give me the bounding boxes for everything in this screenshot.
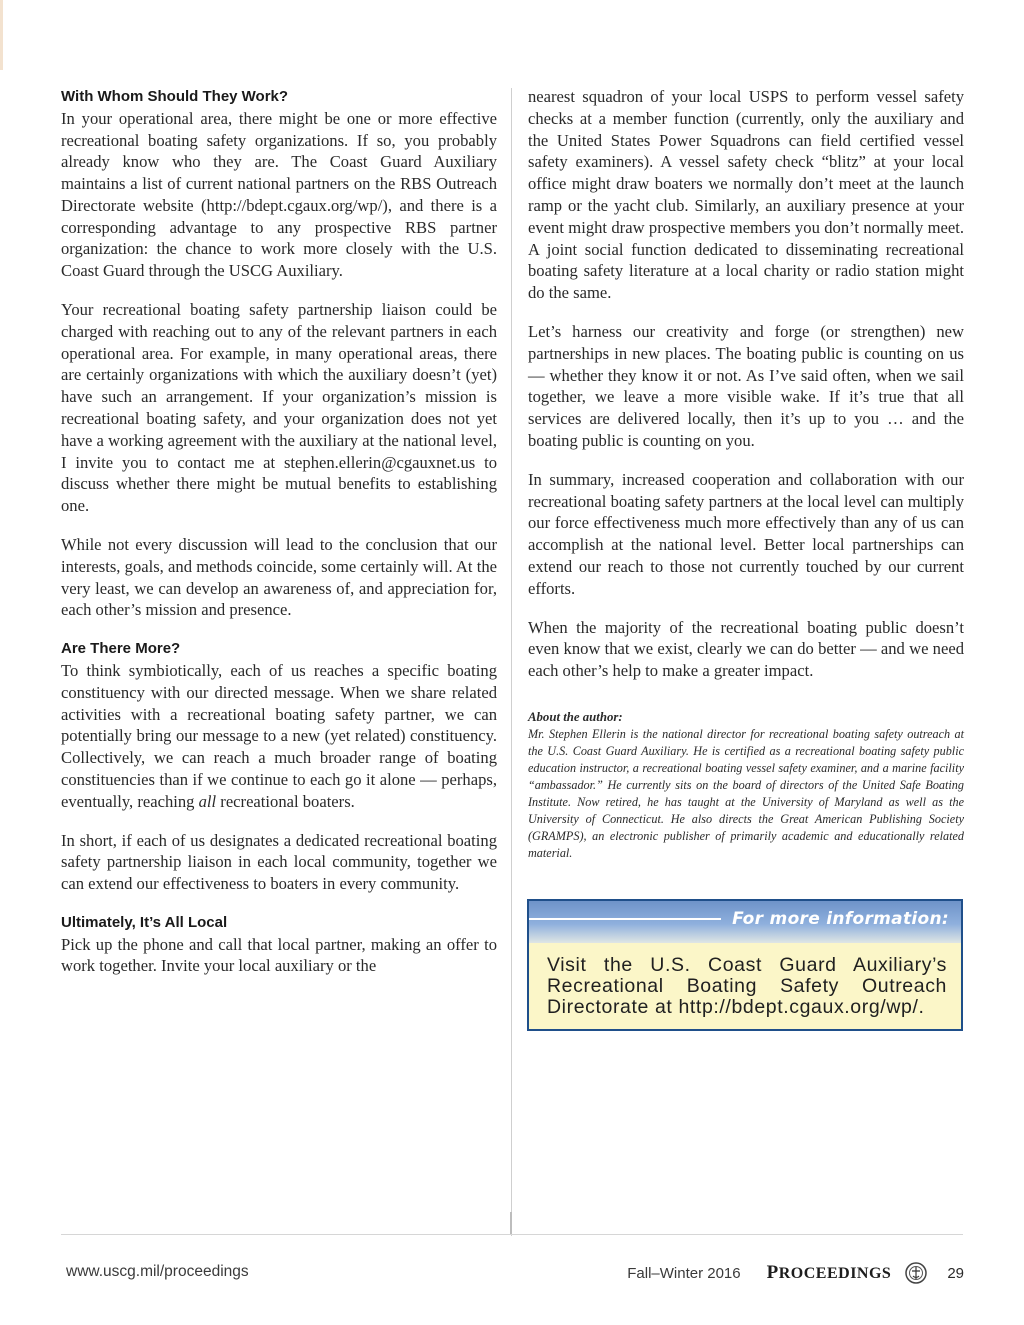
- right-column: [528, 86, 964, 862]
- info-box-title: For more information:: [732, 909, 949, 929]
- footer-right: [627, 1262, 964, 1284]
- section-heading-with-whom: With Whom Should They Work?: [61, 88, 289, 105]
- about-author-text: Mr. Stephen Ellerin is the national director for recreational boating safety outreach at the U.S. Coast Guard Auxiliary. He is certified as a recreational boating safety public education instructor, a recreational boating vessel safety examiner, and a marine facility “ambassador.” He currently sits on the board of directors of the United Safe Boating Institute. Now retired, he has taught at the University of Maryland as well as the University of Connecticut. He also directs the Great American Publishing Society (GRAMPS), an electronic publisher of primarily academic and educationally related material.: [528, 726, 964, 860]
- column-divider: [511, 88, 512, 1236]
- info-box-rule: [529, 918, 721, 920]
- paragraph: When the majority of the recreational boating public doesn’t even know that we exist, clearly we can do better — and we need each other’s help to make a greater impact.: [528, 617, 964, 681]
- paragraph: While not every discussion will lead to the conclusion that our interests, goals, and methods coincide, some certainly will. At the very least, we can develop an awareness of, and appreciation for, each other’s mission and presence.: [61, 535, 497, 620]
- info-box-header: [529, 901, 961, 943]
- paragraph: nearest squadron of your local USPS to perform vessel safety checks at a member function (currently, only the auxiliary and the United States Power Squadrons can field certified vessel safety examiners). A vessel safety check “blitz” at your local office might draw boaters we normally don’t meet at the launch ramp or the yacht club. Similarly, an auxiliary presence at your event might draw prospective members you don’t normally meet. A joint social function dedicated to disseminating recreational boating safety literature at a local charity or radio station might do the same.: [528, 87, 964, 303]
- paragraph: Pick up the phone and call that local partner, making an offer to work together. Invite your local auxiliary or the: [61, 934, 497, 976]
- magazine-title: PROCEEDINGS: [766, 1262, 892, 1283]
- footer-url[interactable]: www.uscg.mil/proceedings: [66, 1263, 249, 1280]
- paragraph: Your recreational boating safety partnership liaison could be charged with reaching out to any of the relevant partners in each operational area. For example, in many operational areas, there are certainly organizations with which the auxiliary doesn’t (yet) have such an arrangement. If your organization’s mission is recreational boating safety, and your organization does not yet have a working agreement with the auxiliary at the national level, I invite you to contact me at stephen.ellerin@cgauxnet.us to discuss whether there might be mutual benefits to establishing one.: [61, 300, 497, 516]
- footer-issue: Fall–Winter 2016: [627, 1264, 741, 1282]
- page-number: 29: [947, 1264, 964, 1282]
- info-box: [527, 899, 963, 1031]
- paragraph: In your operational area, there might be one or more effective recreational boating safety organizations. If so, you probably already know who they are. The Coast Guard Auxiliary maintains a list of current national partners on the RBS Outreach Directorate website (http://bdept.cgaux.org/wp/), and there is a corresponding advantage to any prospective RBS partner organization: the chance to work more closely with the U.S. Coast Guard through the USCG Auxiliary.: [61, 108, 497, 281]
- section-heading-are-there-more: Are There More?: [61, 640, 181, 658]
- paragraph: In summary, increased cooperation and collaboration with our recreational boating safety partners at the local level can multiply our force effectiveness much more effectively than any of us can accomplish at the national level. Better local partnerships can extend our reach to those not currently touched by our current efforts.: [528, 469, 964, 598]
- paragraph: Let’s harness our creativity and forge (or strengthen) new partnerships in new places. The boating public is counting on us — whether they know it or not. As I’ve said often, when we sail together, we leave a more visible wake. If it’s true that all services are delivered locally, then it’s up to you … and the boating public is counting on you.: [528, 321, 964, 450]
- section-heading-all-local: Ultimately, It’s All Local: [61, 913, 228, 931]
- paragraph: In short, if each of us designates a dedicated recreational boating safety partnership liaison in each local community, together we can extend our effectiveness to boaters in every community.: [61, 830, 497, 894]
- about-author-label: About the author:: [528, 709, 623, 724]
- page-edge-mark: [0, 0, 3, 70]
- paragraph: To think symbiotically, each of us reaches a specific boating constituency with our directed message. When we share related activities with a recreational boating safety partner, we can potentially bring our message to a new (yet related) constituency. Collectively, we can reach a much broader range of boating constituencies than if we continue to each go it alone — perhaps, eventually, reaching all recreational boaters.: [61, 660, 497, 811]
- info-box-body: Visit the U.S. Coast Guard Auxiliary’s Recreational Boating Safety Outreach Directorate at http://bdept.cgaux.org/wp/.: [547, 954, 947, 1018]
- column-divider-tick: [510, 1212, 512, 1234]
- footer-rule: [61, 1234, 963, 1235]
- uscg-seal-icon: [905, 1262, 927, 1284]
- left-column: [61, 86, 497, 994]
